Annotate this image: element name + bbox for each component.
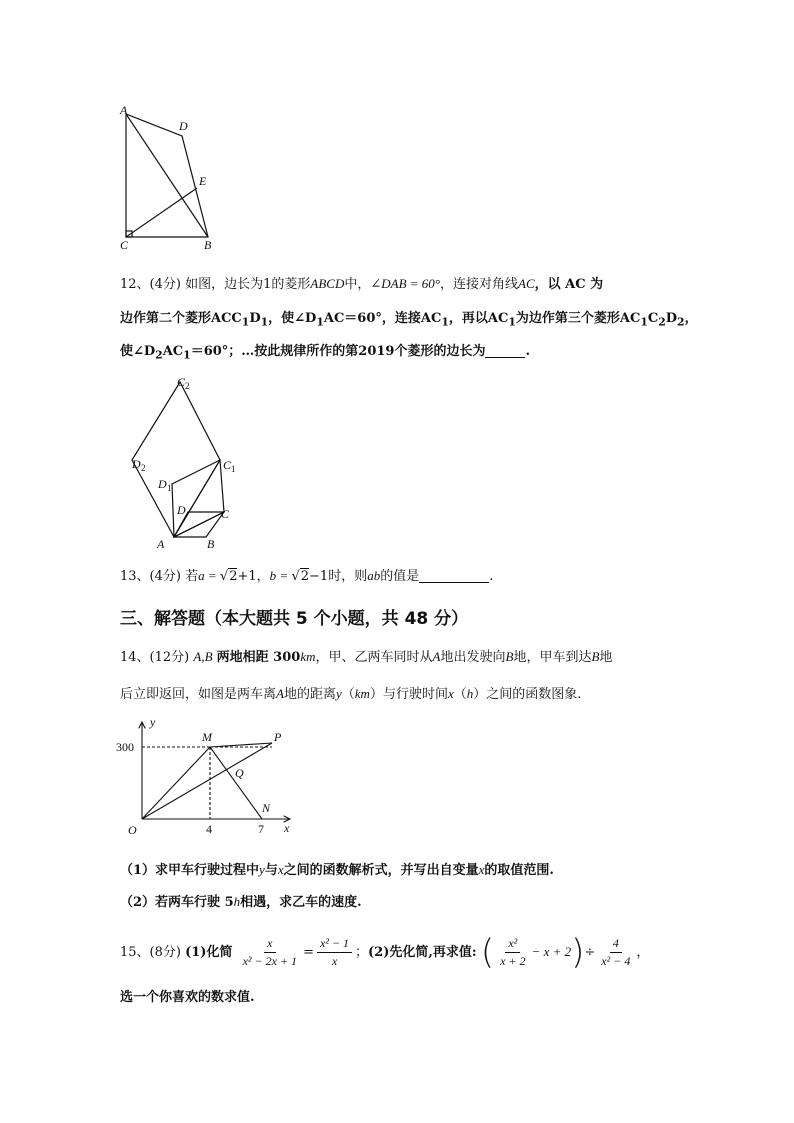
q14-var: A [432,649,441,664]
q14-var: y [259,862,265,877]
fig14-line-mp [210,743,272,747]
q12-var-ac: AC [518,276,535,291]
q14-var: B [591,649,600,664]
q12-text: ，再以AC [448,311,509,326]
q12-text: AC [162,344,184,359]
fig14-tick-7: 7 [258,822,264,836]
q12-sub: 1 [316,315,324,329]
q15-fraction-4 [598,935,633,970]
q14-text: 地 [599,650,613,665]
fig14-label-y: y [150,716,156,729]
figure-q12 [120,372,260,552]
fig12-label-d2: D [132,457,141,471]
fig12-label-d1-sub: 1 [167,483,172,493]
fig12-label-c2-sub: 2 [185,381,190,391]
q14-var: x [478,862,485,877]
section-3-heading: 三、解答题（本大题共 5 个小题，共 48 分） [120,609,469,629]
q12-sub: 1 [183,348,191,362]
q14-var: A [276,686,284,701]
q14-text: 的取值范围. [484,863,554,878]
fig11-ce [126,188,197,237]
q14-unit: h [233,894,241,909]
q13-radicand: 2 [229,569,238,584]
q12-text: D [249,311,261,326]
q12-number: 12、(4分) [120,277,181,292]
figure-q11 [110,100,220,250]
q12-angle: ∠DAB = 60° [370,276,440,291]
q12-text: 中， [344,277,371,292]
q15-fraction-2 [317,935,352,970]
q14-text: 地出发驶向 [440,650,506,665]
q15-fraction-3 [497,935,528,970]
fig11-label-a: A [120,103,128,117]
q14-unit: km [300,649,316,664]
q12-text: ，连接对角线 [440,277,519,292]
q13-text: +1 [237,569,257,584]
q13-b-eq: b = [269,568,292,583]
fig14-tick-300: 300 [116,740,134,754]
q14-var: x [447,686,454,701]
q13-text: 的值是 [380,569,420,584]
fig14-tick-4: 4 [206,822,212,836]
q15-eq: = [303,945,314,960]
q12-text: 如图，边长为1的菱形 [185,277,311,292]
q12-line-1 [120,274,603,295]
fig14-label-p: P [274,730,282,744]
q14-unit: h [466,686,474,701]
q12-sub: 1 [260,315,269,329]
q15-fraction-1 [240,935,300,970]
q14-text: 与 [264,863,278,878]
q15-frac3-den: x + 2 [500,954,526,968]
fig14-label-m: M [202,730,212,744]
q12-text: AC＝60°，连接AC [323,311,442,326]
q15-text: (2)先化简,再求值: [368,945,477,960]
fig12-label-c2: C [177,375,186,389]
q15-expr: − x + 2 [531,944,572,959]
q12-var-abcd: ABCD [310,276,345,291]
q12-text: 边作第二个菱形ACC [120,311,242,326]
q14-text: 后立即返回，如图是两车离 [120,687,277,702]
q15-text: ； [355,945,369,960]
q13-number: 13、(4分) [120,569,181,584]
q15-number: 15、(8分) [120,945,181,960]
q14-var: x [277,862,284,877]
q13-text: 时，则 [328,569,368,584]
fig12-rhombus-3 [132,382,220,537]
fig12-label-d: D [177,503,186,517]
fig14-label-x: x [284,821,290,835]
q13-radicand: 2 [300,569,310,584]
q13-a-eq: a = [198,568,220,583]
fig11-label-b: B [204,238,212,250]
q15-frac3-num: x² [505,935,520,953]
q15-line-1 [120,932,649,973]
q15-frac2-den: x [331,954,338,968]
q14-text: ）之间的函数图象. [473,687,582,702]
q12-sub: 1 [441,315,449,329]
q14-line-2 [120,684,581,705]
q14-number: 14、(12分) [120,650,190,665]
q14-sub-1 [120,860,554,881]
fig12-label-c1-sub: 1 [231,464,236,474]
fig12-label-c1: C [223,458,232,472]
fig14-line-om [142,747,210,819]
q14-text: 相遇，求乙车的速度. [240,895,362,910]
q14-line-1 [120,647,612,668]
fig12-label-d2-sub: 2 [141,463,146,473]
fig14-line-op [142,743,272,819]
fig12-label-a: A [157,537,165,551]
q12-sub: 1 [241,315,250,329]
sqrt-icon: √ [291,569,300,584]
q12-sub: 2 [677,315,685,329]
q13-answer-blank[interactable] [419,568,489,583]
q12-text: ，以 AC 为 [534,277,604,292]
q14-unit: km [354,686,370,701]
q15-text: ， [636,945,650,960]
q14-text: （ [453,687,467,702]
q15-div: ÷ [584,945,596,960]
fig12-label-c: C [221,507,230,521]
q12-sub: 1 [508,315,516,329]
q15-frac1-den: x² − 2x + 1 [242,954,298,968]
q14-var: y [335,686,342,701]
fig14-label-q: Q [235,766,244,780]
q14-text: ，甲、乙两车同时从 [315,650,433,665]
q12-answer-blank[interactable] [485,343,525,358]
q13-text: . [489,569,494,584]
q14-text: ）与行驶时间 [369,687,448,702]
fig11-label-d: D [179,119,188,133]
fig12-label-d1: D [158,477,167,491]
q14-sub-2 [120,892,362,913]
sqrt-icon: √ [219,569,229,584]
fig12-label-b: B [207,537,215,551]
q14-text: （ [341,687,355,702]
q12-text: C [647,311,659,326]
q15-line-2: 选一个你喜欢的数求值. [120,990,255,1005]
q12-text: ， [684,311,698,326]
q12-sub: 2 [658,315,666,329]
q14-text: （2）若两车行驶 5 [120,895,234,910]
q12-text: . [525,344,531,359]
q12-line-2 [120,309,698,333]
q13-text: 若 [185,569,199,584]
q12-text: ＝60°；…按此规律所作的第2019个菱形的边长为 [190,344,486,359]
fig14-label-n: N [262,801,271,815]
q15-frac1-num: x [264,935,275,953]
fig14-line-mn [210,747,262,819]
fig11-label-c: C [120,238,129,250]
q15-text: (1)化简 [185,945,233,960]
q12-text: 为边作第三个菱形AC [515,311,641,326]
q12-text: D [665,311,678,326]
q13-line [120,566,493,587]
fig14-label-o: O [128,823,137,837]
figure-q14-graph [112,716,297,841]
q13-text: −1 [309,569,329,584]
q14-var: B [505,649,514,664]
q15-frac2-num: x² − 1 [317,935,352,953]
q15-frac4-num: 4 [610,935,622,953]
q14-text: 两地相距 300 [216,650,301,665]
q12-sub: 1 [640,315,648,329]
q15-frac4-den: x² − 4 [601,954,631,968]
q14-text: 之间的函数解析式，并写出自变量 [283,863,479,878]
q13-ab: ab [367,568,381,583]
q12-text: ，使∠D [268,311,317,326]
q12-text: 使∠D [120,344,156,359]
q12-line-3 [120,342,530,366]
q14-text: 地，甲车到达 [513,650,592,665]
q12-sub: 2 [155,348,163,362]
fig11-label-e: E [199,174,207,188]
q13-text: ， [256,569,270,584]
q14-ab: A,B [193,649,213,664]
q14-text: 地的距离 [283,687,336,702]
q14-text: （1）求甲车行驶过程中 [120,863,260,878]
right-paren-icon: ) [571,932,585,973]
left-paren-icon: ( [480,932,495,973]
fig11-ab [126,114,208,237]
